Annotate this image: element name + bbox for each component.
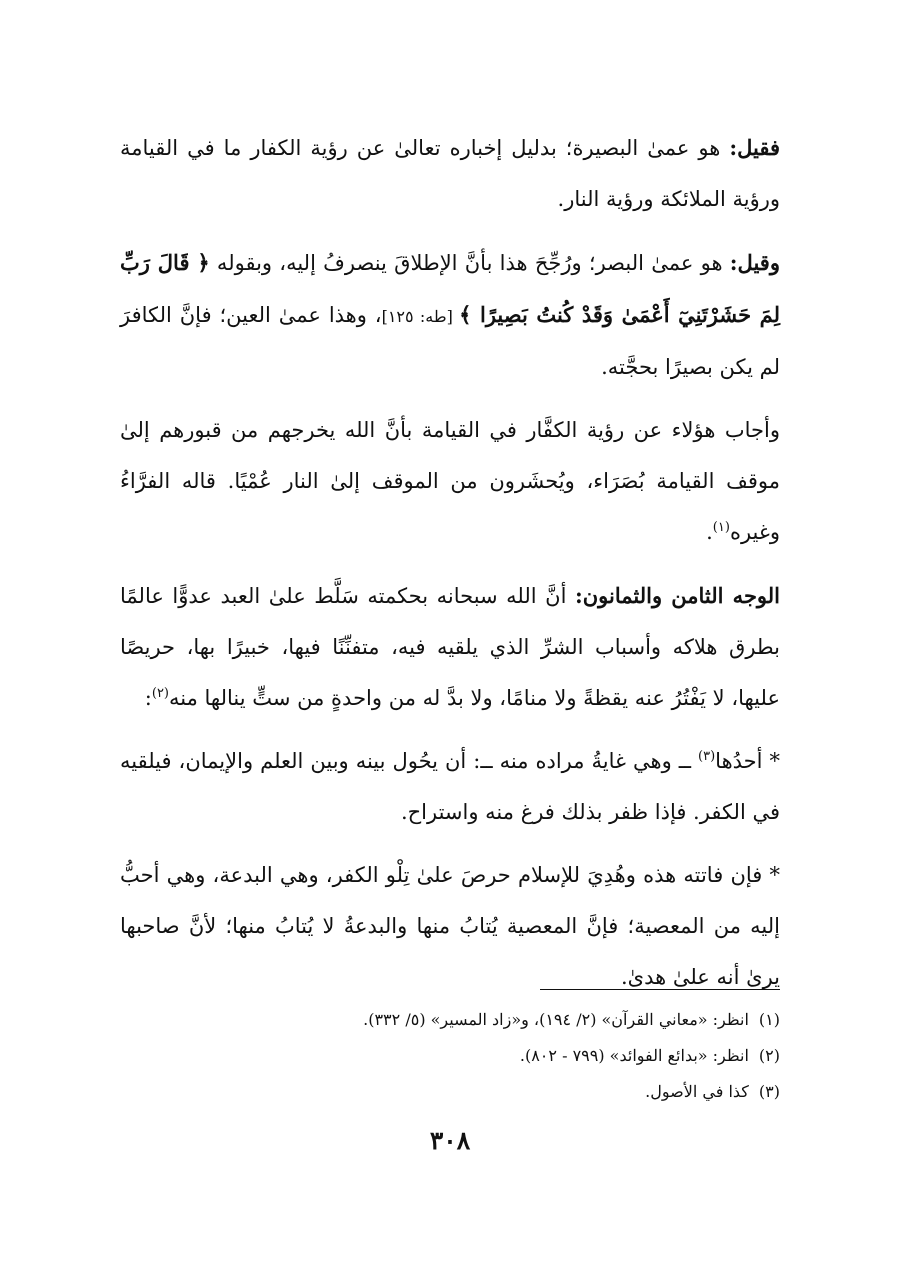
footnote-1-number: (١) bbox=[758, 1010, 780, 1029]
paragraph-3-text: وأجاب هؤلاء عن رؤية الكفَّار في القيامة بأنَّ الله يخرجهم من قبورهم إلىٰ موقف القيامة بُصَرَاء، ويُحشَرون من الموقف إلىٰ النار عُمْيًا. قاله الفرَّاءُ وغيره bbox=[120, 418, 780, 544]
paragraph-4-lead: الوجه الثامن والثمانون: bbox=[574, 583, 781, 608]
footnote-1-text: انظر: «معاني القرآن» (٢/ ١٩٤)، و«زاد المسير» (٥/ ٣٣٢). bbox=[363, 1010, 749, 1029]
paragraph-5 bbox=[120, 736, 780, 838]
footnote-3 bbox=[120, 1074, 780, 1110]
paragraph-2-text-2: ، وهذا عمىٰ العين؛ فإنَّ الكافرَ لم يكن بصيرًا بحجَّته. bbox=[120, 303, 780, 379]
footnote-3-number: (٣) bbox=[758, 1082, 780, 1101]
paragraph-5-text-2: ــ وهي غايةُ مراده منه ــ: أن يحُول بينه وبين العلم والإيمان، فيلقيه في الكفر. فإذا ظفر بذلك فرغ منه واستراح. bbox=[120, 749, 780, 824]
paragraph-1 bbox=[120, 122, 780, 225]
footnote-2-text: انظر: «بدائع الفوائد» (٧٩٩ - ٨٠٢). bbox=[519, 1046, 749, 1065]
footnote-divider bbox=[540, 989, 780, 990]
footnotes bbox=[120, 1002, 780, 1110]
paragraph-1-lead: فقيل: bbox=[729, 135, 780, 160]
paragraph-4-text: أنَّ الله سبحانه بحكمته سَلَّط علىٰ العبد عدوًّا عالمًا بطرق هلاكه وأسباب الشرِّ الذي يلقيه فيه، متفنِّنًا فيها، خبيرًا بها، حريصًا عليها، لا يَفْتُرُ عنه يقظةً ولا منامًا، ولا بدَّ له من واحدةٍ من ستٍّ ينالها منه bbox=[120, 584, 780, 710]
paragraph-6 bbox=[120, 850, 780, 1003]
page-body bbox=[120, 122, 780, 1015]
paragraph-5-text-1: * أحدُها bbox=[715, 749, 780, 773]
paragraph-4 bbox=[120, 570, 780, 724]
paragraph-1-text: هو عمىٰ البصيرة؛ بدليل إخباره تعالىٰ عن رؤية الكفار ما في القيامة ورؤية الملائكة ورؤية النار. bbox=[120, 136, 780, 211]
paragraph-2 bbox=[120, 237, 780, 393]
footnote-ref-3: (٣) bbox=[698, 749, 716, 764]
quran-reference: [طه: ١٢٥] bbox=[381, 307, 460, 326]
paragraph-2-text-1: هو عمىٰ البصر؛ ورُجِّحَ هذا بأنَّ الإطلاقَ ينصرفُ إليه، وبقوله bbox=[209, 251, 730, 275]
quran-verse: ﴿ قَالَ رَبِّ لِمَ حَشَرْتَنِيٓ أَعْمَىٰ وَقَدْ كُنتُ بَصِيرًا ﴾ bbox=[120, 250, 780, 327]
paragraph-2-lead: وقيل: bbox=[729, 250, 780, 275]
paragraph-4-end: : bbox=[144, 686, 152, 710]
footnote-ref-1: (١) bbox=[712, 520, 730, 535]
footnote-2-number: (٢) bbox=[758, 1046, 780, 1065]
footnote-2 bbox=[120, 1038, 780, 1074]
footnote-ref-2: (٢) bbox=[151, 686, 169, 701]
paragraph-3 bbox=[120, 405, 780, 558]
footnote-1 bbox=[120, 1002, 780, 1038]
paragraph-3-end: . bbox=[706, 520, 713, 544]
page-number: ٣٠٨ bbox=[429, 1126, 471, 1155]
footnote-3-text: كذا في الأصول. bbox=[645, 1082, 749, 1101]
paragraph-6-text: * فإن فاتته هذه وهُدِيَ للإسلام حرصَ علىٰ تِلْو الكفر، وهي البدعة، وهي أحبُّ إليه من المعصية؛ فإنَّ المعصية يُتابُ منها والبدعةُ لا يُتابُ منها؛ لأنَّ صاحبها يرىٰ أنه علىٰ هدىٰ. bbox=[120, 863, 780, 989]
